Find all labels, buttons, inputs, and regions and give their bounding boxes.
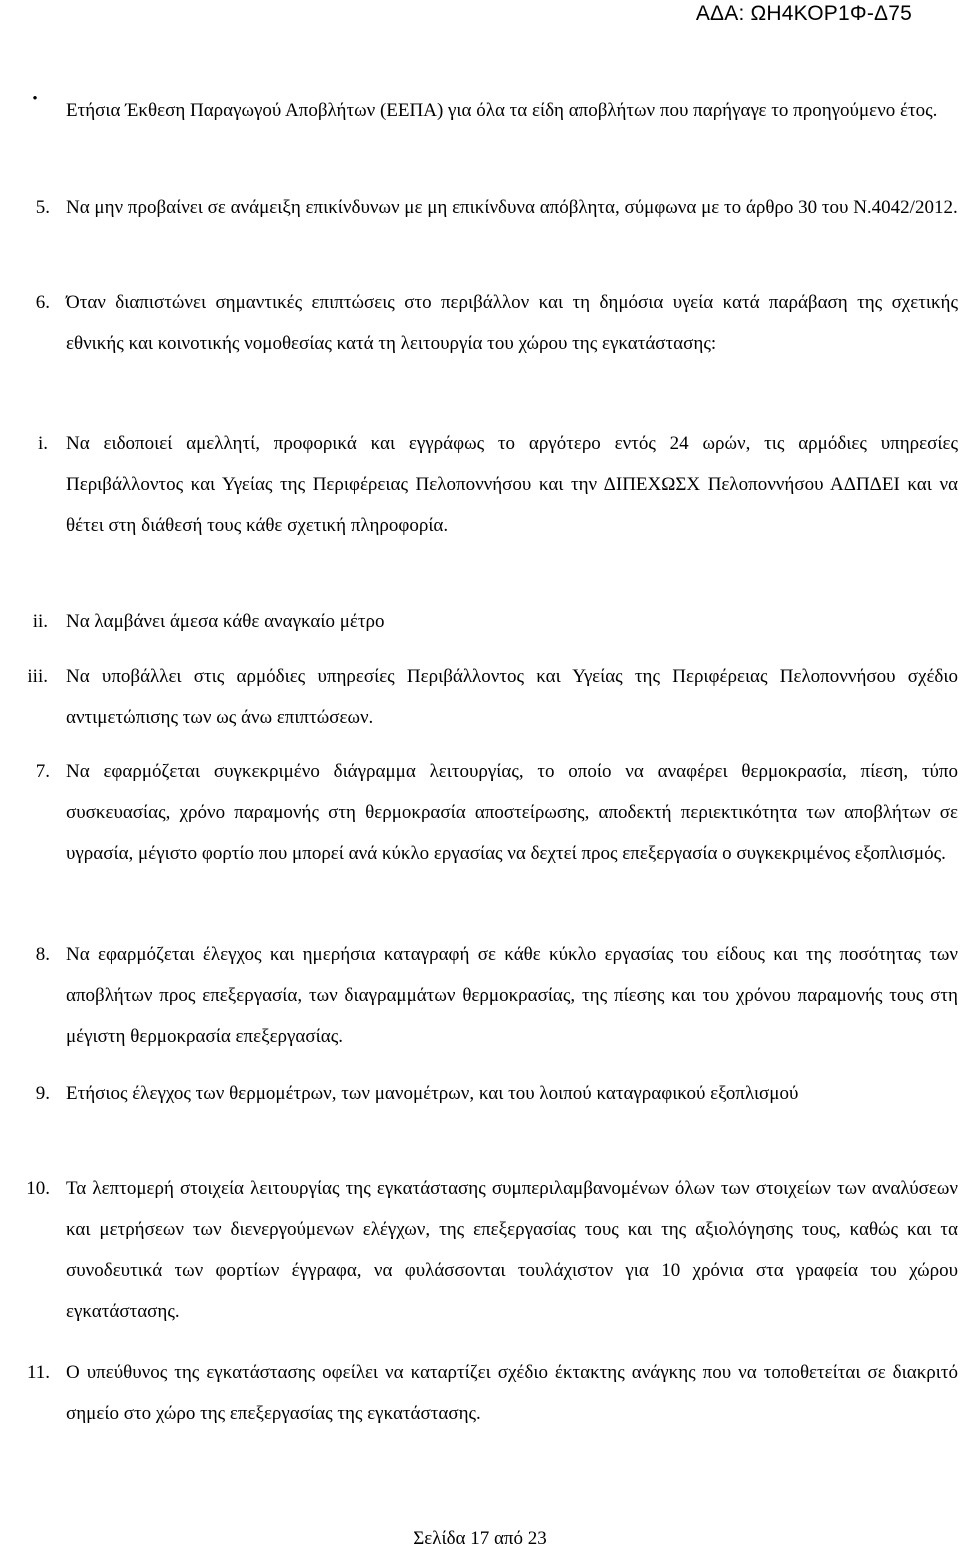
item-number: 7. [35,761,50,782]
item-text: Τα λεπτομερή στοιχεία λειτουργίας της εγκατάστασης συμπεριλαμβανομένων όλων των στοιχείων των αναλύσεων και μετρήσεων των διενεργούμενων ελέγχων, της επεξεργασίας τους και της αξιολόγησης τους, καθώς και τα συνοδευτικά των φορτίων έγγραφα, να φυλάσσονται τουλάχιστον για 10 χρόνια στα γραφεία του χώρου εγκατάστασης. [66,1178,958,1322]
subitem-marker: ii. [32,611,48,632]
item-number: 10. [26,1178,50,1199]
item-text: Να μην προβαίνει σε ανάμειξη επικίνδυνων με μη επικίνδυνα απόβλητα, σύμφωνα με το άρθρο 30 του Ν.4042/2012. [66,197,958,218]
page-number: Σελίδα 17 από 23 [413,1528,547,1549]
item-number: 6. [35,292,50,313]
item-number: 9. [35,1083,50,1104]
document-code: ΑΔΑ: ΩΗ4ΚΟΡ1Φ-Δ75 [695,2,912,25]
item-text: Όταν διαπιστώνει σημαντικές επιπτώσεις στο περιβάλλον και τη δημόσια υγεία κατά παράβαση της σχετικής εθνικής και κοινοτικής νομοθεσίας κατά τη λειτουργία του χώρου της εγκατάστασης: [66,292,958,354]
item-text: Να εφαρμόζεται έλεγχος και ημερήσια καταγραφή σε κάθε κύκλο εργασίας του είδους και της ποσότητας των αποβλήτων προς επεξεργασία, των διαγραμμάτων θερμοκρασίας, της πίεσης και του χρόνου παραμονής τους στη μέγιστη θερμοκρασία επεξεργασίας. [66,944,958,1047]
item-text: Ο υπεύθυνος της εγκατάστασης οφείλει να καταρτίζει σχέδιο έκτακτης ανάγκης που να τοποθετείται σε διακριτό σημείο στο χώρο της επεξεργασίας της εγκατάστασης. [66,1362,958,1424]
subitem-text: Να ειδοποιεί αμελλητί, προφορικά και εγγράφως το αργότερο εντός 24 ωρών, τις αρμόδιες υπηρεσίες Περιβάλλοντος και Υγείας της Περιφέρειας Πελοποννήσου και την ΔΙΠΕΧΩΣΧ Πελοποννήσου ΑΔΠΔΕΙ και να θέτει στη διάθεσή τους κάθε σχετική πληροφορία. [66,433,958,536]
item-number: 11. [26,1362,50,1383]
item-text: Να εφαρμόζεται συγκεκριμένο διάγραμμα λειτουργίας, το οποίο να αναφέρει θερμοκρασία, πίεση, τύπο συσκευασίας, χρόνο παραμονής στη θερμοκρασία αποστείρωσης, αποδεκτή περιεκτικότητα των αποβλήτων σε υγρασία, μέγιστο φορτίο που μπορεί ανά κύκλο εργασίας να δεχτεί προς επεξεργασία ο συγκεκριμένος εξοπλισμός. [66,761,958,864]
bullet-item-text: Ετήσια Έκθεση Παραγωγού Αποβλήτων (ΕΕΠΑ) για όλα τα είδη αποβλήτων που παρήγαγε το προηγούμενο έτος. [66,100,938,121]
item-text: Ετήσιος έλεγχος των θερμομέτρων, των μανομέτρων, και του λοιπού καταγραφικού εξοπλισμού [66,1083,799,1104]
subitem-marker: iii. [27,666,48,687]
subitem-text: Να υποβάλλει στις αρμόδιες υπηρεσίες Περιβάλλοντος και Υγείας της Περιφέρειας Πελοποννήσου σχέδιο αντιμετώπισης των ως άνω επιπτώσεων. [66,666,958,728]
subitem-text: Να λαμβάνει άμεσα κάθε αναγκαίο μέτρο [66,611,385,632]
item-number: 5. [35,197,50,218]
subitem-marker: i. [37,433,48,454]
item-number: 8. [35,944,50,965]
bullet-marker: • [32,91,38,107]
